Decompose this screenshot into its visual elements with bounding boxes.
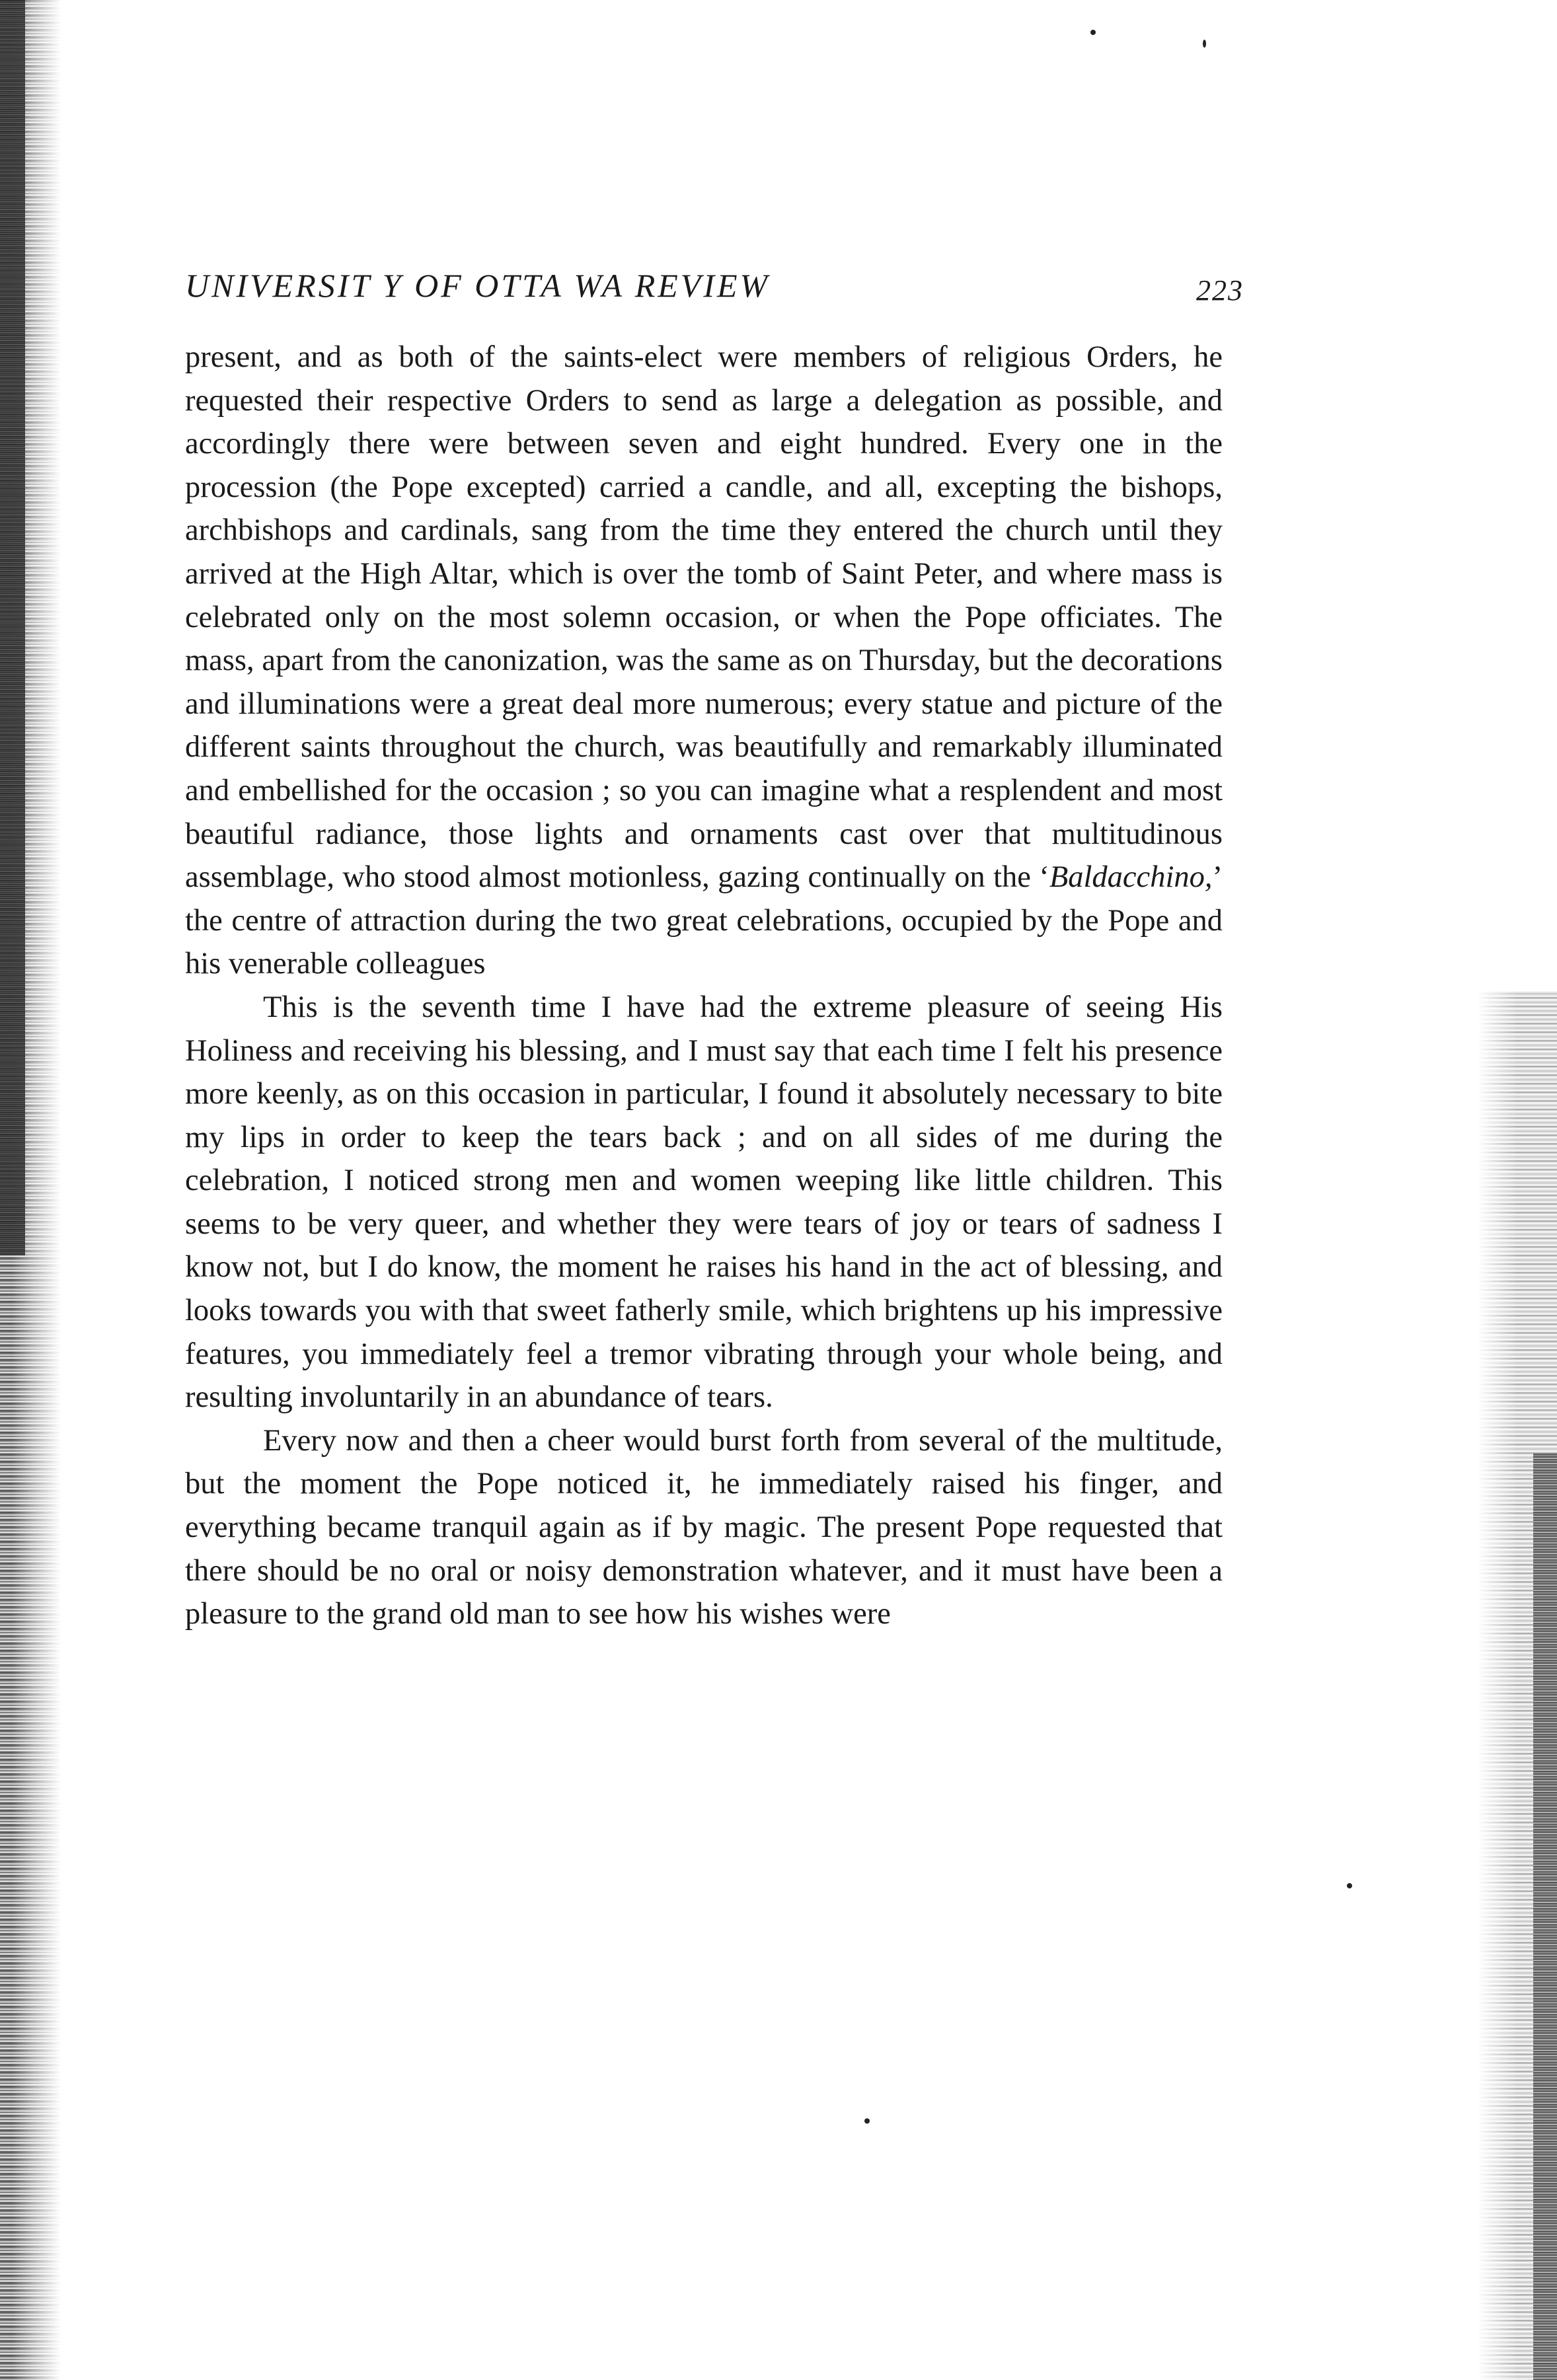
paragraph-text: ’ the centre of attraction during the two great celebrations, occupied by the Pope and his venerable colleagues bbox=[185, 860, 1223, 981]
running-head bbox=[185, 259, 1242, 312]
scan-speck bbox=[1203, 40, 1206, 48]
paragraph: Every now and then a cheer would burst forth from several of the multitude, but the moment the Pope noticed it, he immediately raised his finger, and everything became tranquil again as if by magic. The present Pope requested that there should be no oral or noisy demonstration whatever, and it must have been a pleasure to the grand old man to see how his wishes were bbox=[185, 1423, 1223, 1631]
paragraph: This is the seventh time I have had the extreme pleasure of seeing His Holiness and receiving his blessing, and I must say that each time I felt his presence more keenly, as on this occasion in particular, I found it absolutely necessary to bite my lips in order to keep the tears back ; and on all sides of me during the celebration, I noticed strong men and women weeping like little children. This seems to be very queer, and whether they were tears of joy or tears of sadness I know not, but I do know, the moment he raises his hand in the act of blessing, and looks towards you with that sweet fatherly smile, which brightens up his impressive features, you immediately feel a tremor vibrating through your whole being, and resulting involuntarily in an abundance of tears. bbox=[185, 990, 1223, 1415]
italic-term: Baldacchino, bbox=[1049, 860, 1213, 895]
scan-speck bbox=[1090, 30, 1096, 35]
scan-speck bbox=[864, 2118, 870, 2124]
scan-edge-right bbox=[1533, 1454, 1557, 2380]
article-body bbox=[185, 336, 1223, 1636]
journal-title: UNIVERSIT Y OF OTTA WA REVIEW bbox=[185, 267, 771, 304]
paragraph bbox=[185, 336, 1223, 986]
page-number: 223 bbox=[1196, 274, 1244, 307]
binding-edge-shadow bbox=[0, 0, 25, 1255]
paragraph-text: present, and as both of the saints-elect were members of religious Orders, he requested their respective Orders to send as large a delegation as possible, and accordingly there were between seven and eight hundred. Every one in the procession (the Pope excepted) carried a candle, and all, excepting the bishops, archbishops and cardinals, sang from the time they entered the church until they arrived at the High Altar, which is over the tomb of Saint Peter, and where mass is celebrated only on the most solemn occasion, or when the Pope officiates. The mass, apart from the canonization, was the same as on Thursday, but the decorations and illuminations were a great deal more numerous; every statue and picture of the different saints throughout the church, was beautifully and remarkably illuminated and embellished for the occasion ; so you can imagine what a resplendent and most beautiful radiance, those lights and ornaments cast over that multitudinous assemblage, who stood almost motionless, gazing continually on the ‘ bbox=[185, 340, 1223, 895]
scan-speck bbox=[1347, 1883, 1352, 1888]
